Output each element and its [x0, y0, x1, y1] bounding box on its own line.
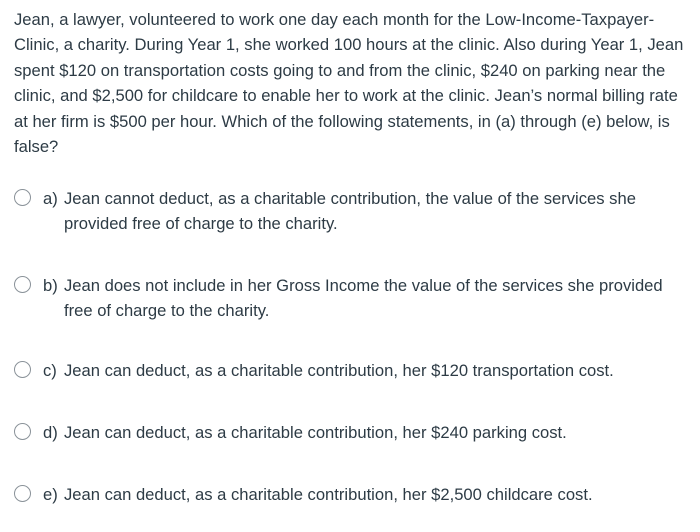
question-text: Jean, a lawyer, volunteered to work one day each month for the Low-Income-Taxpayer-Clinic, a charity. During Year 1, she worked 100 hours at the clinic. Also during Year 1, Jean spent $120 on transportation costs going to and from the clinic, $240 on parking near the clinic, and $2,500 for childcare to enable her to work at the clinic. Jean’s normal billing rate at her firm is $500 per hour. Which of the following statements, in (a) through (e) below, is false? [14, 10, 684, 157]
answer-option-e[interactable] [14, 482, 690, 507]
answer-option-c-label[interactable] [43, 358, 636, 383]
option-letter: e) [43, 485, 58, 504]
radio-button-d[interactable] [14, 423, 31, 440]
radio-button-a[interactable] [14, 189, 31, 206]
option-letter: a) [43, 189, 58, 208]
answer-option-a[interactable] [14, 186, 690, 236]
radio-button-c[interactable] [14, 361, 31, 378]
option-text: Jean cannot deduct, as a charitable contribution, the value of the services she provided free of charge to the charity. [64, 189, 636, 233]
option-letter: b) [43, 276, 58, 295]
answer-option-a-label[interactable] [43, 186, 690, 236]
answer-option-d-label[interactable] [43, 420, 589, 445]
option-text: Jean does not include in her Gross Income the value of the services she provided free of charge to the charity. [64, 276, 663, 320]
answer-option-d[interactable] [14, 420, 690, 445]
answer-option-c[interactable] [14, 358, 690, 383]
option-text: Jean can deduct, as a charitable contribution, her $2,500 childcare cost. [64, 485, 593, 504]
radio-button-b[interactable] [14, 276, 31, 293]
answer-option-b-label[interactable] [43, 273, 690, 323]
option-text: Jean can deduct, as a charitable contribution, her $240 parking cost. [64, 423, 567, 442]
answer-option-e-label[interactable] [43, 482, 615, 507]
option-letter: c) [43, 361, 57, 380]
answer-option-b[interactable] [14, 273, 690, 323]
radio-button-e[interactable] [14, 485, 31, 502]
option-text: Jean can deduct, as a charitable contribution, her $120 transportation cost. [64, 361, 614, 380]
option-letter: d) [43, 423, 58, 442]
